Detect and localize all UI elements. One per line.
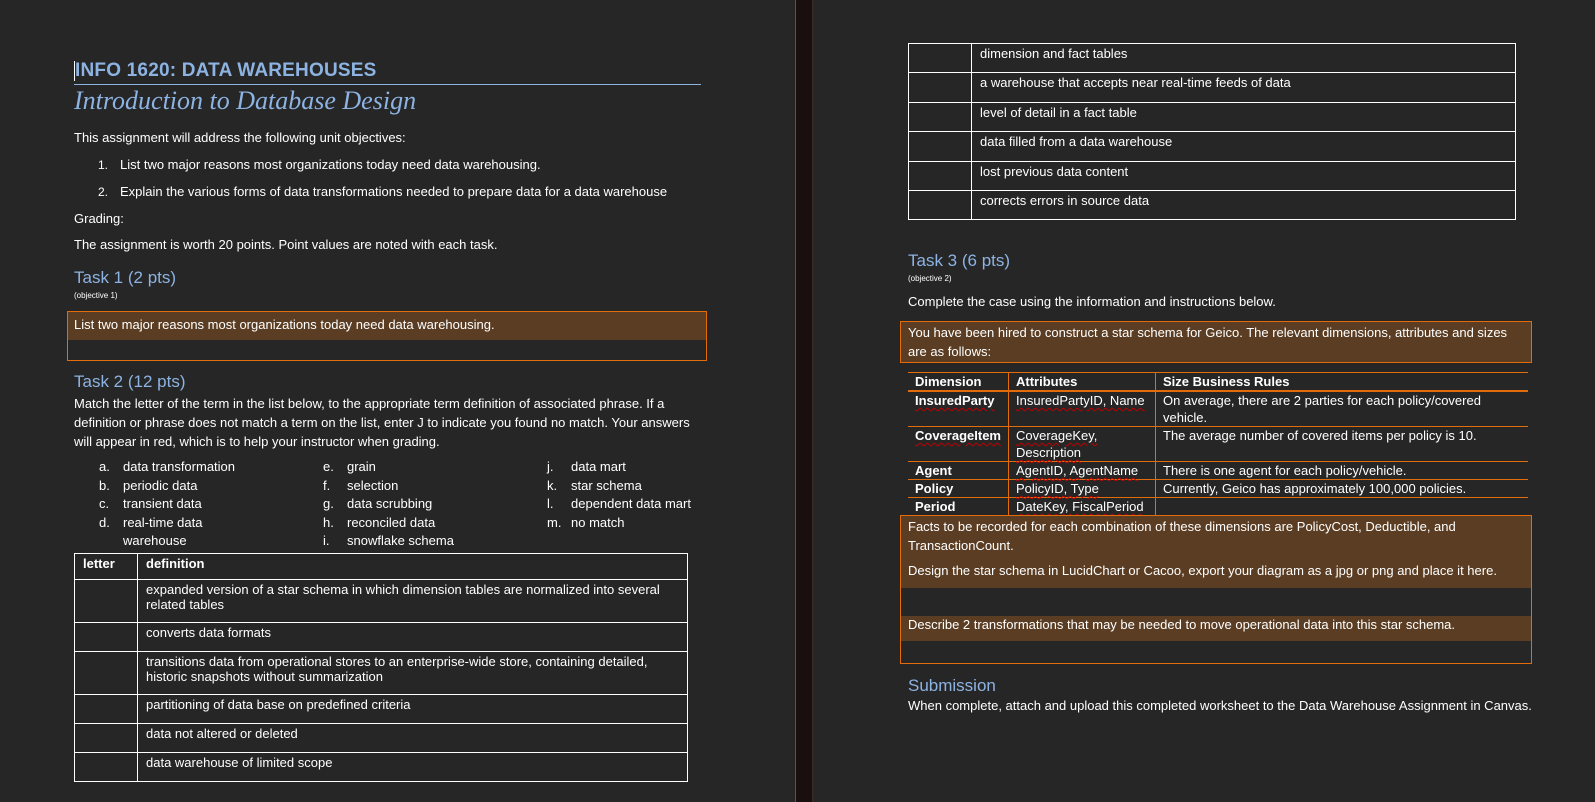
table-row — [75, 580, 688, 623]
definition-cell: data filled from a data warehouse — [972, 132, 1516, 162]
submission-heading[interactable]: Submission — [908, 676, 996, 695]
table-row — [908, 427, 1528, 462]
answer-cell[interactable] — [909, 162, 972, 191]
definition-cell: partitioning of data base on predefined criteria — [138, 695, 688, 724]
answer-cell[interactable] — [909, 191, 972, 220]
objective-text: List two major reasons most organizations today need data warehousing. — [120, 157, 541, 172]
dimension-name: InsuredParty — [915, 393, 995, 408]
document-page-1 — [0, 0, 795, 802]
task3-objective-note: (objective 2) — [908, 274, 952, 283]
dimension-table-header — [908, 373, 1528, 392]
term-list-column-1 — [99, 458, 235, 551]
answer-cell[interactable] — [75, 695, 138, 724]
task3-answer-area[interactable] — [900, 515, 1532, 664]
term-item: a. data transformation — [99, 459, 236, 474]
answer-cell[interactable] — [909, 132, 972, 162]
term-item: b. periodic data — [99, 477, 198, 493]
answer-cell[interactable] — [75, 652, 138, 695]
answer-cell[interactable] — [75, 580, 138, 623]
task3-instructions[interactable]: Complete the case using the information and instructions below. — [908, 294, 1276, 309]
table-row — [75, 753, 688, 782]
task1-objective-note: (objective 1) — [74, 291, 118, 300]
answer-cell[interactable] — [909, 73, 972, 103]
term-item: l. dependent data mart — [547, 496, 691, 511]
table-row — [75, 695, 688, 724]
task2-heading[interactable]: Task 2 (12 pts) — [74, 372, 186, 391]
objective-number: 1. — [98, 158, 109, 172]
case-text-box[interactable] — [900, 321, 1532, 363]
dimension-rules — [1156, 498, 1529, 516]
term-item: warehouse — [123, 533, 187, 548]
course-title[interactable]: INFO 1620: DATA WAREHOUSES — [75, 60, 377, 81]
table-header-row — [75, 554, 688, 580]
table-row — [909, 191, 1516, 220]
document-page-2 — [813, 0, 1595, 802]
intro-text[interactable]: This assignment will address the following unit objectives: — [74, 130, 406, 145]
header-dimension: Dimension — [908, 373, 1009, 392]
header-size-rules: Size Business Rules — [1156, 373, 1529, 392]
dimension-attributes: InsuredPartyID, Name — [1016, 393, 1145, 408]
dimension-name: Period — [908, 498, 1009, 516]
grading-label[interactable]: Grading: — [74, 211, 124, 226]
table-row — [908, 462, 1528, 480]
design-text: Design the star schema in LucidChart or Cacoo, export your diagram as a jpg or png and place it here. — [908, 563, 1497, 578]
dimension-attributes: CoverageKey, Description — [1016, 428, 1098, 460]
answer-cell[interactable] — [75, 623, 138, 652]
task1-prompt: List two major reasons most organizations today need data warehousing. — [74, 317, 495, 332]
definition-cell: converts data formats — [138, 623, 688, 652]
term-item: j. data mart — [547, 459, 626, 474]
facts-text: Facts to be recorded for each combination of these dimensions are PolicyCost, Deductible, and TransactionCount. — [908, 519, 1456, 553]
answer-cell[interactable] — [75, 753, 138, 782]
answer-cell[interactable] — [909, 103, 972, 132]
dimension-table — [908, 372, 1528, 516]
dimension-name: Agent — [908, 462, 1009, 480]
definition-cell: data not altered or deleted — [138, 724, 688, 753]
table-row — [908, 480, 1528, 498]
table-row — [908, 391, 1528, 427]
term-item: k. star schema — [547, 477, 642, 493]
definition-cell: expanded version of a star schema in which dimension tables are normalized into several related tables — [138, 580, 688, 623]
objective-item-1[interactable] — [98, 155, 541, 175]
header-letter: letter — [75, 554, 138, 580]
definition-cell: a warehouse that accepts near real-time feeds of data — [972, 73, 1516, 103]
term-item: g. data scrubbing — [323, 496, 433, 511]
dimension-attributes: AgentID, AgentName — [1016, 463, 1139, 478]
objective-text: Explain the various forms of data transformations needed to prepare data for a data warehouse — [120, 184, 668, 199]
grading-text[interactable]: The assignment is worth 20 points. Point values are noted with each task. — [74, 237, 498, 252]
dimension-name: Policy — [908, 480, 1009, 498]
page-gutter — [795, 0, 813, 802]
objective-number: 2. — [98, 185, 109, 199]
table-row — [908, 498, 1528, 516]
dimension-rules: Currently, Geico has approximately 100,000 policies. — [1156, 480, 1529, 498]
dimension-rules: The average number of covered items per policy is 10. — [1156, 427, 1529, 462]
objective-item-2[interactable] — [98, 182, 667, 202]
task1-heading[interactable]: Task 1 (2 pts) — [74, 268, 177, 287]
matching-table-page-2 — [908, 43, 1516, 220]
term-item: c. transient data — [99, 496, 202, 511]
task3-heading[interactable]: Task 3 (6 pts) — [908, 251, 1011, 270]
task2-instructions[interactable]: Match the letter of the term in the list below, to the appropriate term definition of associated phrase. If a definition or phrase does not match a term on the list, enter J to indicate you found no match. Your answers will appear in red, which is to help your instructor when grading. — [74, 396, 690, 449]
table-row — [909, 132, 1516, 162]
dimension-attributes: DateKey, FiscalPeriod — [1016, 499, 1144, 514]
table-row — [909, 162, 1516, 191]
header-definition: definition — [138, 554, 688, 580]
term-item: f. selection — [323, 477, 399, 493]
term-item: h. reconciled data — [323, 514, 436, 530]
table-row — [909, 103, 1516, 132]
header-attributes: Attributes — [1009, 373, 1156, 392]
term-list-column-3 — [547, 458, 691, 532]
term-item: i. snowflake schema — [323, 533, 454, 548]
term-list-column-2 — [323, 458, 454, 551]
table-row — [909, 44, 1516, 73]
answer-cell[interactable] — [75, 724, 138, 753]
dimension-attributes: PolicyID, Type — [1016, 481, 1099, 496]
definition-cell: corrects errors in source data — [972, 191, 1516, 220]
table-row — [75, 623, 688, 652]
task1-answer-box[interactable] — [67, 311, 707, 361]
table-row — [909, 73, 1516, 103]
dimension-rules: On average, there are 2 parties for each policy/covered vehicle. — [1156, 391, 1529, 427]
describe-text: Describe 2 transformations that may be needed to move operational data into this star schema. — [908, 617, 1456, 632]
submission-text[interactable]: When complete, attach and upload this completed worksheet to the Data Warehouse Assignment in Canvas. — [908, 698, 1532, 713]
definition-cell: dimension and fact tables — [972, 44, 1516, 73]
term-item: e. grain — [323, 459, 376, 474]
definition-cell: lost previous data content — [972, 162, 1516, 191]
document-subtitle[interactable]: Introduction to Database Design — [74, 86, 417, 115]
case-text: You have been hired to construct a star schema for Geico. The relevant dimensions, attributes and sizes are as follows: — [908, 325, 1508, 359]
table-row — [75, 724, 688, 753]
definition-cell: transitions data from operational stores to an enterprise-wide store, containing detailed, historic snapshots without summarization — [138, 652, 688, 695]
table-row — [75, 652, 688, 695]
title-underline — [74, 84, 701, 85]
definition-cell: level of detail in a fact table — [972, 103, 1516, 132]
dimension-rules: There is one agent for each policy/vehicle. — [1156, 462, 1529, 480]
answer-cell[interactable] — [909, 44, 972, 73]
definition-cell: data warehouse of limited scope — [138, 753, 688, 782]
matching-table-page-1 — [74, 553, 688, 782]
dimension-name: CoverageItem — [915, 428, 1001, 443]
term-item: m. no match — [547, 514, 625, 530]
term-item: d. real-time data — [99, 514, 203, 530]
